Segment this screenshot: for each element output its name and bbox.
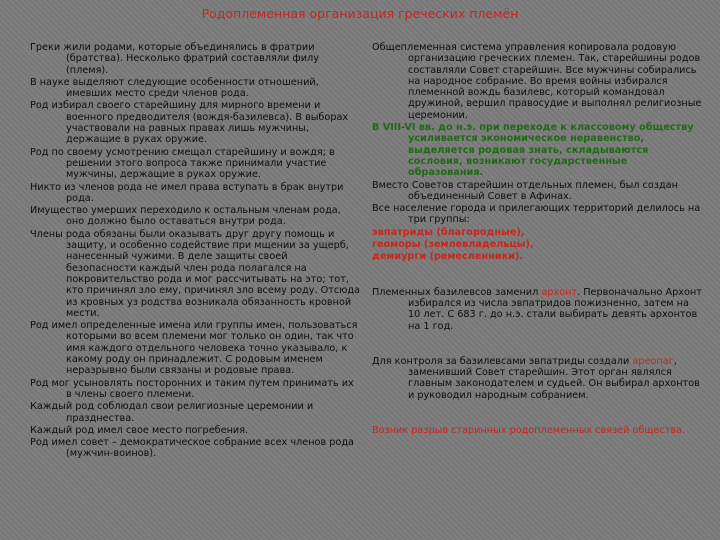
population-group: эвпатриды (благородные), bbox=[372, 226, 525, 238]
areopagus-paragraph bbox=[372, 356, 702, 401]
left-paragraph: Члены рода обязаны были оказывать друг другу помощь и защиту, и особенно содействие при мщении за ущерб, нанесенный чужими. В деле защиты своей безопасности каждый член рода полагался на покровительство рода и мог рассчитывать на это; тот, кто причинял зло ему, причинял зло всему роду. Отсюда из кровных уз родства возникала обязанность кровной мести. bbox=[30, 228, 360, 319]
archon-text-before: Племенных базилевсов заменил bbox=[372, 286, 539, 298]
left-paragraph: Каждый род соблюдал свои религиозные церемонии и празднества. bbox=[30, 401, 314, 424]
archon-paragraph bbox=[372, 287, 702, 332]
archon-text-after: . Первоначально Архонт избирался из числа эвпатридов пожизненно, затем на 10 лет. С 683 г. до н.э. стали выбирать девять архонтов на 1 год. bbox=[408, 286, 702, 332]
right-paragraph: Общеплеменная система управления копировала родовую организацию греческих племен. Так, старейшины родов составляли Совет старейшин. Все мужчины собирались на народное собрание. Во время войны избирался племенной вождь базилевс, который командовал дружиной, вершил правосудие и выполнял религиозные церемонии. bbox=[372, 42, 702, 121]
left-paragraph: Род по своему усмотрению смещал старейшину и вождя; в решении этого вопроса также принимали участие мужчины, держащие в руках оружие. bbox=[30, 146, 335, 181]
left-paragraph: В науке выделяют следующие особенности отношений, имевших место среди членов рода. bbox=[30, 76, 319, 100]
areopagus-text-after: , заменивший Совет старейшин. Этот орган являлся главным законодателем и судьей. Он выбирал архонтов и руководил народным собранием. bbox=[408, 355, 700, 401]
right-column bbox=[372, 42, 702, 437]
areopagus-text-before: Для контроля за базилевсами эвпатриды создали bbox=[372, 355, 630, 367]
archon-term: архонт bbox=[541, 286, 578, 298]
left-paragraph: Имущество умерших переходило к остальным членам рода, оно должно было оставаться внутри рода. bbox=[30, 205, 341, 228]
conclusion-paragraph: Возник разрыв старинных родоплеменных связей общества. bbox=[372, 425, 686, 437]
left-paragraph: Греки жили родами, которые объединялись в фратрии (братства). Несколько фратрий составляли филу (племя). bbox=[30, 42, 319, 76]
right-paragraph: Вместо Советов старейшин отдельных племен, был создан объединенный Совет в Афинах. bbox=[372, 179, 678, 202]
left-paragraph: Род мог усыновлять посторонних и таким путем принимать их в члены своего племени. bbox=[30, 377, 354, 400]
left-paragraph: Род избирал своего старейшину для мирного времени и военного предводителя (вождя-базилевса). В выборах участвовали на равных правах лишь мужчины, держащие в руках оружие. bbox=[30, 100, 349, 146]
page-title: Родоплеменная организация греческих племён bbox=[201, 6, 519, 21]
left-paragraph: Род имел совет – демократическое собрание всех членов рода (мужчин-воинов). bbox=[30, 437, 354, 460]
left-paragraph: Род имел определенные имена или группы имен, пользоваться которыми во всем племени мог только он один, так что имя каждого отдельного человека точно указывало, к какому роду он принадлежит. С родовым именем неразрывно были связаны и родовые права. bbox=[30, 320, 358, 377]
left-paragraph: Каждый род имел свое место погребения. bbox=[30, 424, 249, 436]
population-group: геоморы (землевладельцы), bbox=[372, 239, 534, 251]
areopagus-term: ареопаг bbox=[632, 355, 674, 367]
right-paragraph: Все население города и прилегающих территорий делилось на три группы: bbox=[372, 203, 701, 226]
left-paragraph: Никто из членов рода не имел права вступать в брак внутри рода. bbox=[30, 181, 344, 204]
highlighted-paragraph: В VIII-VI вв. до н.э. при переходе к классовому обществу усиливается экономическое неравенство, выделяется родовая знать, складываются сословия, возникают государственные образования. bbox=[372, 122, 694, 179]
population-group: демиурги (ремесленники). bbox=[372, 251, 524, 263]
left-column bbox=[30, 42, 360, 461]
